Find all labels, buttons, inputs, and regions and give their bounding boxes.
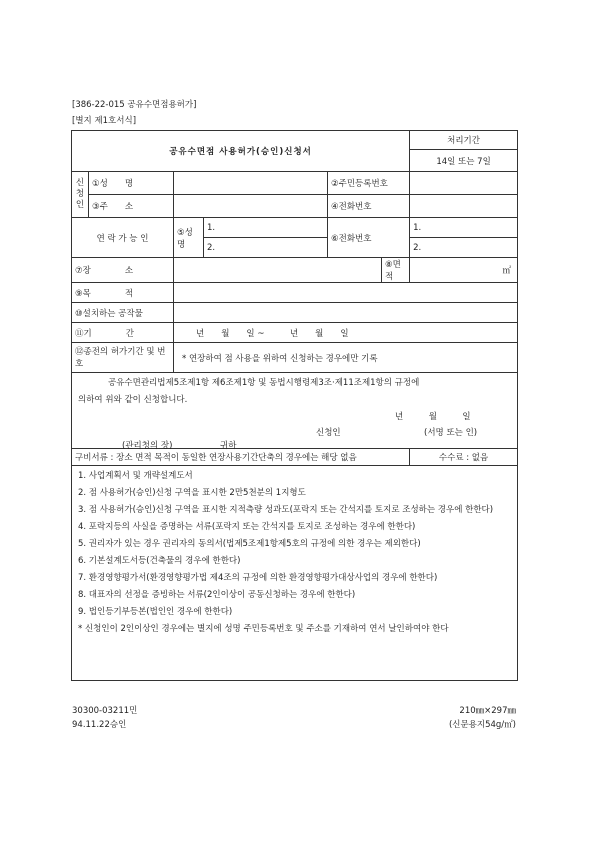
document-item: 6. 기본설계도서등(건축물의 경우에 한한다) bbox=[78, 556, 241, 566]
previous-permit-note: * 연장하여 점 사용을 위하여 신청하는 경우에만 기록 bbox=[174, 343, 518, 373]
place-field[interactable] bbox=[174, 258, 382, 283]
period-label: ⑪기 간 bbox=[72, 323, 174, 343]
applicant-phone-field[interactable] bbox=[410, 195, 518, 218]
contact-phone-1-field[interactable]: 1. bbox=[410, 218, 518, 238]
recipient-label: (관리청의 장) bbox=[122, 441, 173, 451]
signature-field[interactable]: (서명 또는 인) bbox=[424, 428, 478, 438]
footer-paper-size: 210㎜×297㎜ bbox=[459, 706, 516, 716]
applicant-address-label: ③주 소 bbox=[89, 195, 174, 218]
applicant-name-field[interactable] bbox=[174, 172, 328, 195]
document-note: * 신청인이 2인이상인 경우에는 별지에 성명 주민등록번호 및 주소를 기재하여 연서 날인하여야 한다 bbox=[78, 624, 449, 634]
previous-permit-label: ⑫종전의 허가기간 및 번호 bbox=[72, 343, 174, 373]
area-label: ⑧면 적 bbox=[382, 258, 410, 283]
honorific-label: 귀하 bbox=[220, 441, 237, 451]
contact-phone-label: ⑥전화번호 bbox=[328, 218, 410, 258]
structure-label: ⑩설치하는 공작물 bbox=[72, 303, 174, 323]
footer-form-code: 30300-03211민 bbox=[72, 706, 138, 716]
required-documents-header: 구비서류 : 장소 면적 목적이 동일한 연장사용기간단축의 경우에는 해당 없음 bbox=[72, 449, 410, 466]
processing-period-label: 처리기간 bbox=[410, 131, 518, 150]
footer-approval-date: 94.11.22승인 bbox=[72, 720, 127, 730]
form-title: 공유수면점 사용허가(승인)신청서 bbox=[72, 131, 410, 172]
contact-person-label: 연 락 가 능 인 bbox=[72, 218, 174, 258]
resident-number-label: ②주민등록번호 bbox=[328, 172, 410, 195]
resident-number-field[interactable] bbox=[410, 172, 518, 195]
document-item: 2. 점 사용허가(승인)신청 구역을 표시한 2만5천분의 1지형도 bbox=[78, 488, 306, 498]
applicant-name-label: ①성 명 bbox=[89, 172, 174, 195]
application-form bbox=[71, 130, 518, 681]
required-documents-list bbox=[72, 466, 518, 681]
document-item: 1. 사업계획서 및 개략설계도서 bbox=[78, 471, 193, 481]
contact-phone-2-field[interactable]: 2. bbox=[410, 238, 518, 258]
contact-name-label: ⑤성명 bbox=[174, 218, 204, 258]
declaration-date[interactable]: 년 월 일 bbox=[395, 412, 471, 422]
document-item: 4. 포락지등의 사실을 증명하는 서류(포락지 또는 간석지를 토지로 조성하는 경우에 한한다) bbox=[78, 522, 416, 532]
document-item: 3. 점 사용허가(승인)신청 구역을 표시한 지적측량 성과도(포락지 또는 간석지를 토지로 조성하는 경우에 한한다) bbox=[78, 505, 494, 515]
applicant-label: 신 청 인 bbox=[72, 172, 89, 218]
document-item: 5. 권리자가 있는 경우 권리자의 동의서(법제5조제1항제5호의 규정에 의한 경우는 제외한다) bbox=[78, 539, 421, 549]
applicant-sign-label: 신청인 bbox=[316, 428, 341, 438]
applicant-address-field[interactable] bbox=[174, 195, 328, 218]
fee-label: 수수료 : 없음 bbox=[410, 449, 518, 466]
document-item: 8. 대표자의 선정을 증빙하는 서류(2인이상이 공동신청하는 경우에 한한다) bbox=[78, 590, 356, 600]
contact-name-2-field[interactable]: 2. bbox=[204, 238, 328, 258]
applicant-phone-label: ④전화번호 bbox=[328, 195, 410, 218]
form-number: [별지 제1호서식] bbox=[72, 116, 137, 126]
footer-paper-type: (신문용지54g/㎡) bbox=[448, 720, 516, 730]
structure-field[interactable] bbox=[174, 303, 518, 323]
purpose-label: ⑨목 적 bbox=[72, 283, 174, 303]
place-label: ⑦장 소 bbox=[72, 258, 174, 283]
declaration-text-1: 공유수면관리법제5조제1항 제6조제1항 및 동법시행령제3조·제11조제1항의 규정에 bbox=[108, 378, 420, 388]
period-field[interactable]: 년 월 일 ~ 년 월 일 bbox=[174, 323, 518, 343]
document-item: 9. 법인등기부등본(법인인 경우에 한한다) bbox=[78, 607, 233, 617]
declaration-section bbox=[72, 373, 518, 449]
contact-name-1-field[interactable]: 1. bbox=[204, 218, 328, 238]
area-field[interactable]: ㎡ bbox=[410, 258, 518, 283]
declaration-text-2: 의하여 위와 같이 신청합니다. bbox=[78, 395, 188, 405]
purpose-field[interactable] bbox=[174, 283, 518, 303]
document-item: 7. 환경영향평가서(환경영향평가법 제4조의 규정에 의한 환경영향평가대상사업의 경우에 한한다) bbox=[78, 573, 438, 583]
processing-period-value: 14일 또는 7일 bbox=[410, 150, 518, 172]
form-code: [386-22-015 공유수면점용허가] bbox=[72, 100, 197, 110]
